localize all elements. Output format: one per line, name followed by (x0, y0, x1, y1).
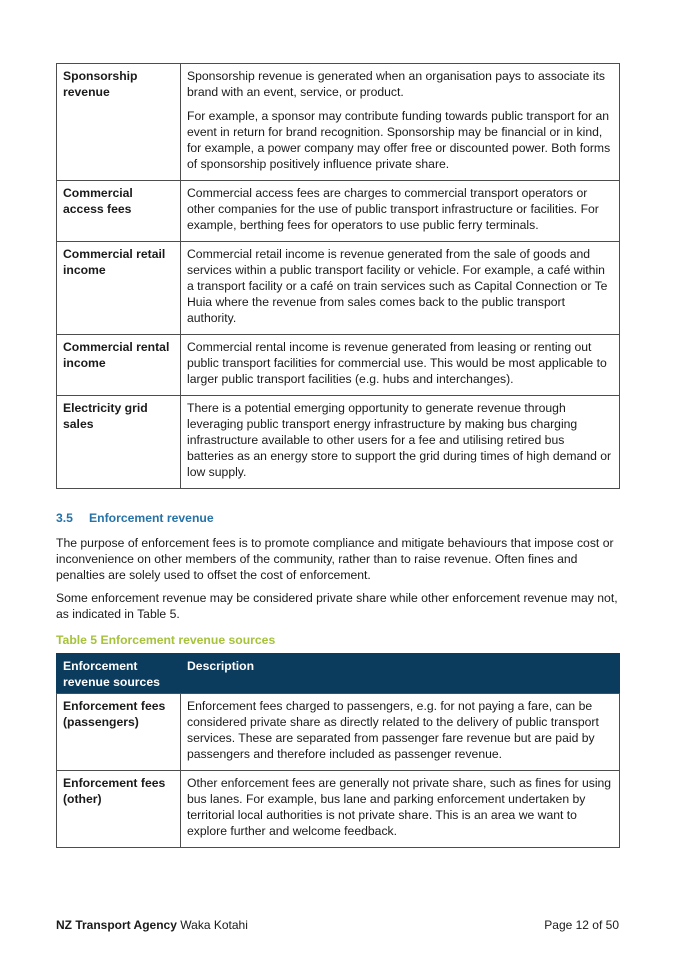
table-header-row (57, 654, 620, 694)
description-paragraph: Commercial access fees are charges to commercial transport operators or other companies for the use of public transport infrastructure or facilities. For example, berthing fees for operators to use public ferry terminals. (187, 186, 599, 232)
section-number: 3.5 (56, 511, 73, 525)
table-row (57, 181, 620, 242)
table-row (57, 694, 620, 771)
row-label: Sponsorship revenue (57, 64, 181, 181)
row-description: Enforcement fees charged to passengers, e.g. for not paying a fare, can be considered private share as directly related to the delivery of public transport services. These are separated from passenger fare revenue but are paid by passengers and therefore included as passenger revenue. (181, 694, 620, 771)
row-label: Enforcement fees (passengers) (57, 694, 181, 771)
row-label: Enforcement fees (other) (57, 771, 181, 848)
row-description: Other enforcement fees are generally not private share, such as fines for using bus lanes. For example, bus lane and parking enforcement undertaken by territorial local authorities is not private share. This is an area we want to explore further and welcome feedback. (181, 771, 620, 848)
description-paragraph: Commercial retail income is revenue generated from the sale of goods and services within a public transport facility or vehicle. For example, a café within a transport facility or a café on train services such as Capital Connection or Te Huia where the revenue from sales comes back to the public transport authority. (187, 247, 608, 325)
description-paragraph: There is a potential emerging opportunity to generate revenue through leveraging public transport energy infrastructure by making bus charging infrastructure available to other users for a fee and utilising retired bus batteries as an energy store to support the grid during times of high demand or low supply. (187, 401, 612, 479)
table-row (57, 335, 620, 396)
column-header: Description (181, 654, 620, 694)
table-row (57, 396, 620, 489)
section-title: Enforcement revenue (89, 511, 214, 525)
footer-organisation (56, 918, 248, 932)
row-label: Electricity grid sales (57, 396, 181, 489)
enforcement-revenue-table (56, 653, 620, 848)
revenue-sources-table (56, 63, 620, 489)
row-label: Commercial retail income (57, 242, 181, 335)
table-caption: Table 5 Enforcement revenue sources (56, 633, 276, 647)
row-label: Commercial rental income (57, 335, 181, 396)
row-description (181, 335, 620, 396)
table-row (57, 242, 620, 335)
description-paragraph: For example, a sponsor may contribute funding towards public transport for an event in return for brand recognition. Sponsorship may be financial or in kind, for example, a power company may offer free or discounted power. Both forms of sponsorship positively influence private share. (187, 109, 611, 171)
page-footer (56, 918, 619, 932)
page-content (56, 63, 619, 848)
row-description (181, 64, 620, 181)
row-label: Commercial access fees (57, 181, 181, 242)
row-description (181, 181, 620, 242)
description-paragraph: Sponsorship revenue is generated when an organisation pays to associate its brand with an event, service, or product. (187, 69, 606, 99)
section-heading (56, 510, 619, 526)
description-paragraph: Commercial rental income is revenue generated from leasing or renting out public transport facilities for commercial use. This would be most applicable to larger public transport facilities (e.g. hubs and interchanges). (187, 340, 607, 386)
body-paragraph: Some enforcement revenue may be considered private share while other enforcement revenue may not, as indicated in Table 5. (56, 591, 618, 621)
row-description (181, 396, 620, 489)
table-row (57, 64, 620, 181)
column-header: Enforcement revenue sources (57, 654, 181, 694)
table-row (57, 771, 620, 848)
footer-org-bold: NZ Transport Agency (56, 918, 177, 932)
page-number: Page 12 of 50 (544, 918, 619, 932)
footer-org-rest: Waka Kotahi (180, 918, 248, 932)
row-description (181, 242, 620, 335)
body-paragraph: The purpose of enforcement fees is to promote compliance and mitigate behaviours that impose cost or inconvenience on other members of the community, rather than to raise revenue. Often fines and penalties are solely used to offset the cost of enforcement. (56, 536, 614, 582)
